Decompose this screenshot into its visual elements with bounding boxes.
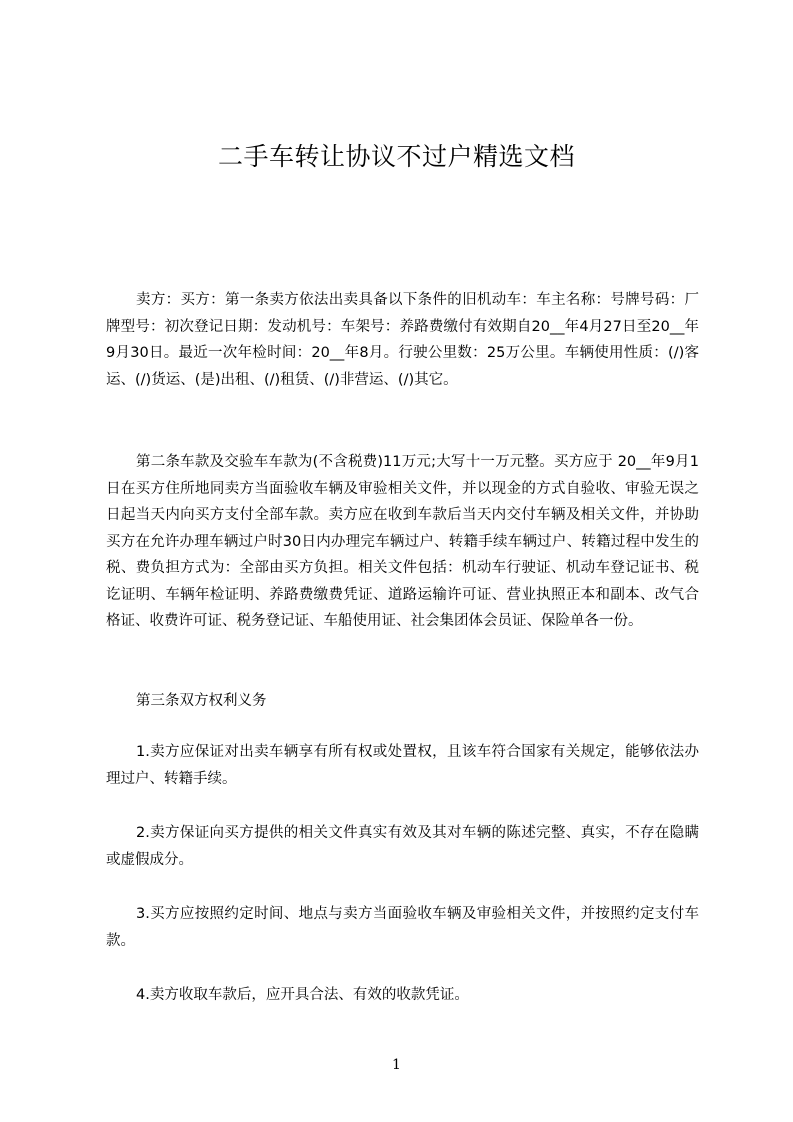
section-heading-rights-obligations: 第三条双方权利义务 <box>136 693 267 709</box>
paragraph-sale-conditions: 卖方：买方：第一条卖方依法出卖具备以下条件的旧机动车：车主名称：号牌号码：厂牌型号：初次登记日期：发动机号：车架号：养路费缴付有效期自20__年4月27日至20__年9月30日。最近一次年检时间：20__年8月。行驶公里数：25万公里。车辆使用性质：(/)客运、(/)货运、(是)出租、(/)租赁、(/)非营运、(/)其它。 <box>106 292 699 388</box>
paragraph-clause-3: 3.买方应按照约定时间、地点与卖方当面验收车辆及审验相关文件，并按照约定支付车款。 <box>106 906 699 949</box>
paragraph-price-and-delivery: 第二条车款及交验车车款为(不含税费)11万元;大写十一万元整。买方应于 20__年9月1日在买方住所地同卖方当面验收车辆及审验相关文件，并以现金的方式自验收、审验无误之日起当天内向买方支付全部车款。卖方应在收到车款后当天内交付车辆及相关文件，并协助买方在允许办理车辆过户时30日内办理完车辆过户、转籍手续车辆过户、转籍过程中发生的税、费负担方式为：全部由买方负担。相关文件包括：机动车行驶证、机动车登记证书、税讫证明、车辆年检证明、养路费缴费凭证、道路运输许可证、营业执照正本和副本、改气合格证、收费许可证、税务登记证、车船使用证、社会集团体会员证、保险单各一份。 <box>106 454 699 629</box>
paragraph-clause-4: 4.卖方收取车款后，应开具合法、有效的收款凭证。 <box>136 987 469 1003</box>
page-number: 1 <box>392 1057 401 1073</box>
paragraph-clause-1: 1.卖方应保证对出卖车辆享有所有权或处置权，且该车符合国家有关规定，能够依法办理过户、转籍手续。 <box>106 744 699 787</box>
document-title: 二手车转让协议不过户精选文档 <box>217 142 575 171</box>
paragraph-clause-2: 2.卖方保证向买方提供的相关文件真实有效及其对车辆的陈述完整、真实，不存在隐瞒或虚假成分。 <box>106 825 699 868</box>
